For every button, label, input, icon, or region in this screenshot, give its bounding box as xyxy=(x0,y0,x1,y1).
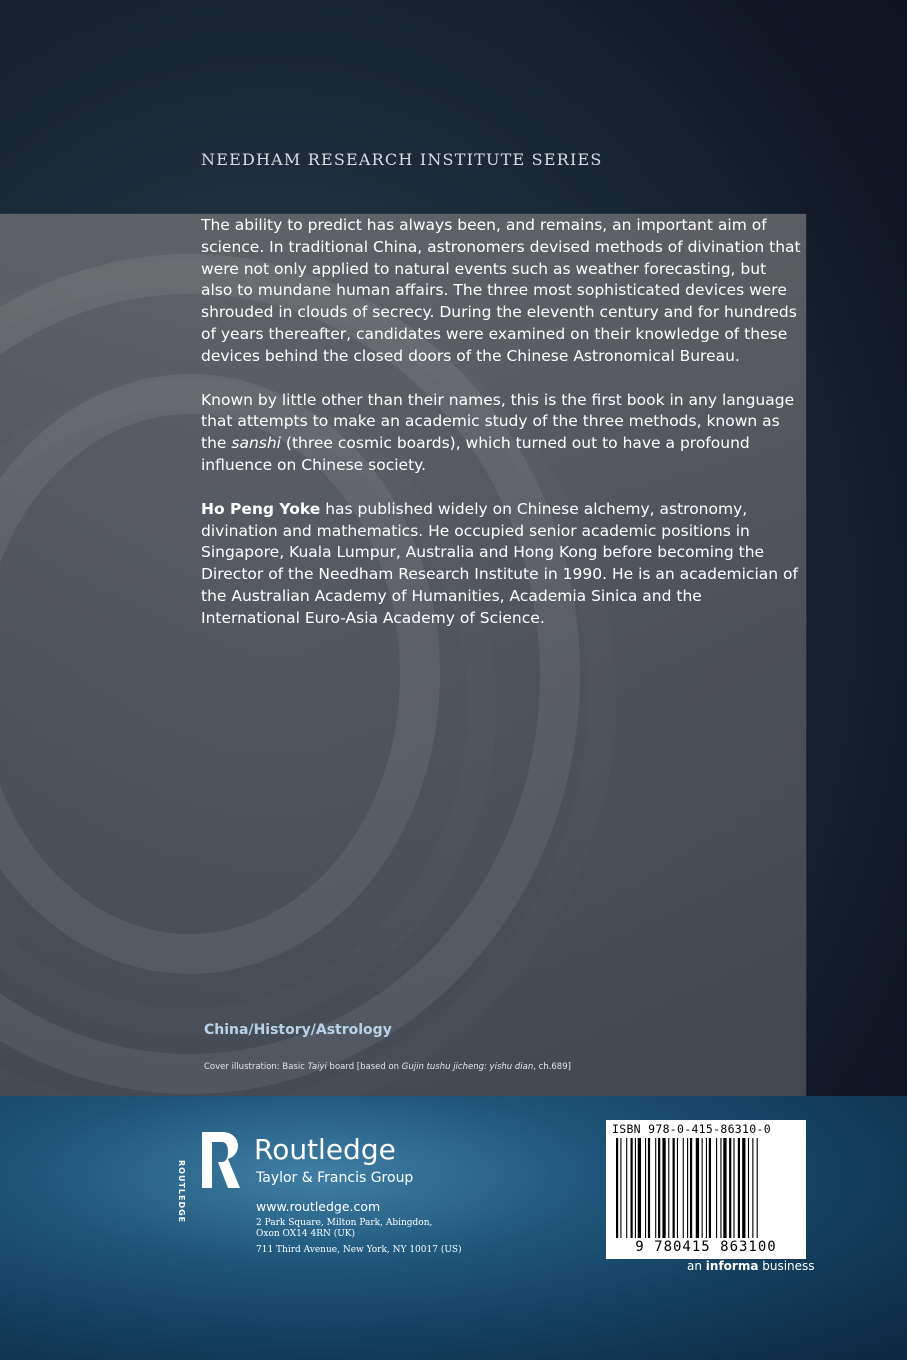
blurb-text xyxy=(201,215,801,652)
barcode-bar xyxy=(648,1138,650,1238)
publisher-website[interactable]: www.routledge.com xyxy=(256,1199,381,1214)
routledge-logo-icon xyxy=(200,1130,244,1192)
informa-brand: informa xyxy=(705,1259,759,1273)
credit-middle: board [based on xyxy=(326,1062,402,1072)
isbn-label: ISBN 978-0-415-86310-0 xyxy=(612,1122,771,1136)
barcode-bar xyxy=(662,1138,665,1238)
barcode-bar xyxy=(723,1138,726,1238)
barcode-bar xyxy=(738,1138,740,1238)
barcode-bar xyxy=(696,1138,699,1238)
barcode-bar xyxy=(748,1138,749,1238)
isbn-barcode xyxy=(606,1120,806,1259)
barcode-bar xyxy=(709,1138,711,1238)
blurb-paragraph-1: The ability to predict has always been, and remains, an important aim of science. In traditional China, astronomers devised methods of divination that were not only applied to natural events such as weather forecasting, but also to mundane human affairs. The three most sophisticated devices were shrouded in clouds of secrecy. During the eleventh century and for hundreds of years thereafter, candidates were examined on their knowledge of these devices behind the closed doors of the Chinese Astronomical Bureau. xyxy=(201,216,801,365)
barcode-bar xyxy=(687,1138,688,1238)
credit-source: Gujin tushu jicheng: yishu dian xyxy=(401,1062,534,1072)
barcode-bar xyxy=(677,1138,678,1238)
barcode-bar xyxy=(702,1138,703,1238)
barcode-bar xyxy=(706,1138,707,1238)
informa-prefix: an xyxy=(687,1259,706,1273)
barcode-bar xyxy=(729,1138,731,1238)
barcode-bar xyxy=(716,1138,717,1238)
publisher-group: Taylor & Francis Group xyxy=(256,1170,414,1186)
barcode-bar xyxy=(635,1138,636,1238)
informa-suffix: business xyxy=(758,1259,815,1273)
informa-tagline xyxy=(687,1259,815,1273)
credit-prefix: Cover illustration: Basic xyxy=(204,1062,308,1072)
barcode-bar xyxy=(638,1138,641,1238)
barcode-bar xyxy=(616,1138,618,1238)
sanshi-term: sanshi xyxy=(231,434,281,453)
author-bio-text: has published widely on Chinese alchemy, astronomy, divination and mathematics. He occupied senior academic positions in Singapore, Kuala Lumpur, Australia and Hong Kong before becoming the Director of the Needham Research Institute in 1990. He is an academician of the Australian Academy of Humanities, Academia Sinica and the International Euro-Asia Academy of Science. xyxy=(201,499,798,627)
author-bio xyxy=(201,499,801,630)
barcode-bar xyxy=(683,1138,684,1238)
barcode-bar xyxy=(673,1138,675,1238)
cover-illustration-credit xyxy=(204,1062,571,1072)
address-line-1: 2 Park Square, Milton Park, Abingdon, xyxy=(256,1218,433,1228)
barcode-icon xyxy=(616,1138,796,1238)
barcode-bar xyxy=(742,1138,745,1238)
credit-suffix: , ch.689] xyxy=(533,1062,571,1072)
series-title: NEEDHAM RESEARCH INSTITUTE SERIES xyxy=(201,150,603,169)
blurb-p2-end: (three cosmic boards), which turned out to have a profound influence on Chinese society. xyxy=(201,434,750,474)
barcode-bar xyxy=(690,1138,692,1238)
routledge-vertical-text: ROUTLEDGE xyxy=(177,1160,186,1224)
barcode-bar xyxy=(733,1138,734,1238)
barcode-bar xyxy=(757,1138,758,1238)
credit-taiyi: Taiyi xyxy=(307,1062,327,1072)
subject-category: China/History/Astrology xyxy=(204,1022,392,1038)
barcode-bar xyxy=(620,1138,621,1238)
barcode-bar xyxy=(668,1138,669,1238)
blurb-paragraph-2 xyxy=(201,390,801,477)
author-name: Ho Peng Yoke xyxy=(201,499,321,518)
publisher-name: Routledge xyxy=(254,1133,396,1166)
barcode-bar xyxy=(631,1138,633,1238)
barcode-bar xyxy=(655,1138,656,1238)
barcode-bar xyxy=(720,1138,721,1238)
barcode-bar xyxy=(658,1138,660,1238)
barcode-bar xyxy=(626,1138,627,1238)
barcode-bar xyxy=(752,1138,753,1238)
barcode-bar xyxy=(645,1138,646,1238)
blurb-p2-start: Known by little other than their names, this is the first book in any language that attempts to make an academic study of the three methods, known as the xyxy=(201,390,795,453)
address-line-3: 711 Third Avenue, New York, NY 10017 (US) xyxy=(256,1245,462,1255)
address-line-2: Oxon OX14 4RN (UK) xyxy=(256,1229,356,1239)
isbn-digits: 9 780415 863100 xyxy=(606,1239,806,1255)
